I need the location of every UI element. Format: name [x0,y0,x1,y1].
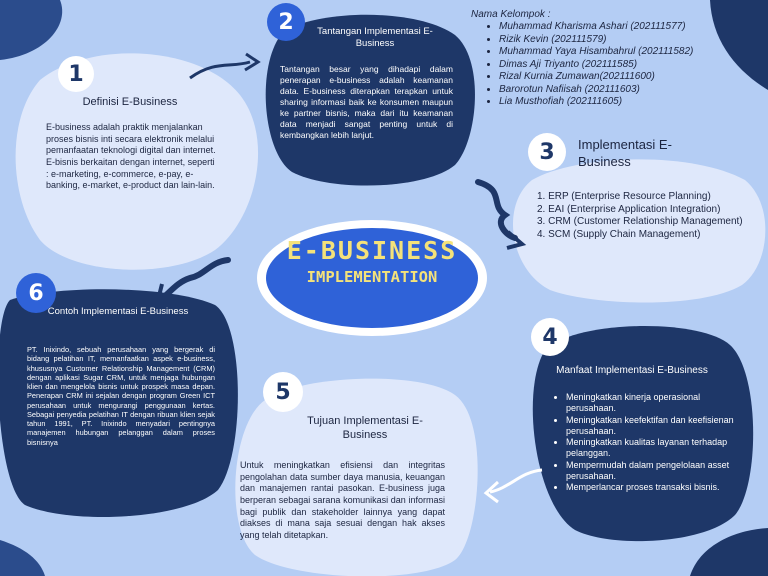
center-title [268,236,476,289]
member-item: • Rizik Kevin (202111579) [499,34,731,47]
section-4-number-badge: 4 [531,318,569,356]
bottom-right-corner-blob [690,528,768,576]
center-title-line-2: IMPLEMENTATION [306,268,438,286]
arrow-2-to-3 [478,182,515,238]
section-5-text: Untuk meningkatkan efisiensi dan integritas pengolahan data sumber daya manusia, keuangan dan manajemen rantai pasokan. E-business juga berperan sebagai sarana komunikasi dan informasi bagi publik dan stakeholder lainnya yang dapat diakses di mana saja sesuai dengan hak akses yang telah ditetapkan. [240,460,445,541]
section-2-number-badge: 2 [267,3,305,41]
section-3-item: 1. ERP (Enterprise Resource Planning) [537,191,711,202]
section-2-title: Tantangan Implementasi E-Business [317,26,433,50]
section-4-item: • Memperlancar proses transaksi bisnis. [566,482,751,493]
section-5-title: Tujuan Implementasi E-Business [307,415,423,442]
section-4-item: • Meningkatkan keefektifan dan keefisienan perusahaan. [566,415,751,438]
section-1-text: E-business adalah praktik menjalankan proses bisnis inti secara elektronik melalui pemanfaatan teknologi digital dan internet. E-bisnis berkaitan dengan internet, seperti : e-marketing, e-commerce, e-pay, e- banking, e-market, e-product dan lain-lain. [46,122,216,191]
section-1-number-badge: 1 [58,56,94,92]
section-4-list [552,392,751,493]
section-3-number-badge: 3 [528,133,566,171]
member-item: • Dimas Aji Triyanto (202111585) [499,59,731,72]
section-3-item: 2. EAI (Enterprise Application Integration) [537,203,721,215]
section-2-text: Tantangan besar yang dihadapi dalam penerapan e-business adalah keamanan data. E-business diterapkan terapkan untuk sharing informasi baik ke konsumen maupun ke partner bisnis, maka dari itu keamanan data menjadi sangat penting untuk di kembangkan lebih lanjut. [280,64,453,141]
group-members-panel [471,9,731,109]
section-4-item: • Mempermudah dalam pengelolaan asset perusahaan. [566,460,751,483]
member-item: • Barorotun Nafiisah (202111603) [499,84,731,97]
section-4-item: • Meningkatkan kualitas layanan terhadap pelanggan. [566,437,751,460]
member-item: • Muhammad Yaya Hisambahrul (202111582) [499,46,731,59]
section-6-text: PT. Inixindo, sebuah perusahaan yang bergerak di bidang pelatihan IT, memanfaatkan aspek e-business, khususnya Customer Relationship Management (CRM) dengan aplikasi Sugar CRM, untuk menjaga hubungan klien dan mengelola bisnis untuk prospek masa depan. Penerapan CRM ini sejalan dengan program Green ICT perusahaan untuk mengurangi penggunaan kertas. Sebagai penyedia pelatihan IT dengan ribuan klien sejak tahun 1991, PT. Inixindo menyadari pentingnya manajemen hubungan pelanggan dalam proses bisnisnya [27,345,215,447]
member-item: • Lia Musthofiah (202111605) [499,96,731,109]
bottom-left-corner-blob [0,540,45,576]
group-members-list [471,21,731,109]
section-5-number-badge: 5 [263,372,303,412]
member-item: • Muhammad Kharisma Ashari (202111577) [499,21,731,34]
section-3-item: 4. SCM (Supply Chain Management) [537,228,701,240]
member-item: • Rizal Kurnia Zumawan(202111600) [499,71,731,84]
center-title-line-1: E-BUSINESS [286,236,458,265]
section-6-number-badge: 6 [16,273,56,313]
section-4-title: Manfaat Implementasi E-Business [556,365,708,376]
section-3-item: 3. CRM (Customer Relationship Management) [537,216,743,227]
section-6-title: Contoh Implementasi E-Business [47,306,189,317]
section-4-item: • Meningkatkan kinerja operasional perusahaan. [566,392,751,415]
section-3-title: Implementasi E-Business [578,137,672,169]
top-left-corner-blob [0,0,62,60]
section-1-title: Definisi E-Business [82,96,178,108]
group-label: Nama Kelompok : [471,9,551,20]
arrow-4-to-5 [490,470,542,492]
section-3-list [537,191,765,241]
